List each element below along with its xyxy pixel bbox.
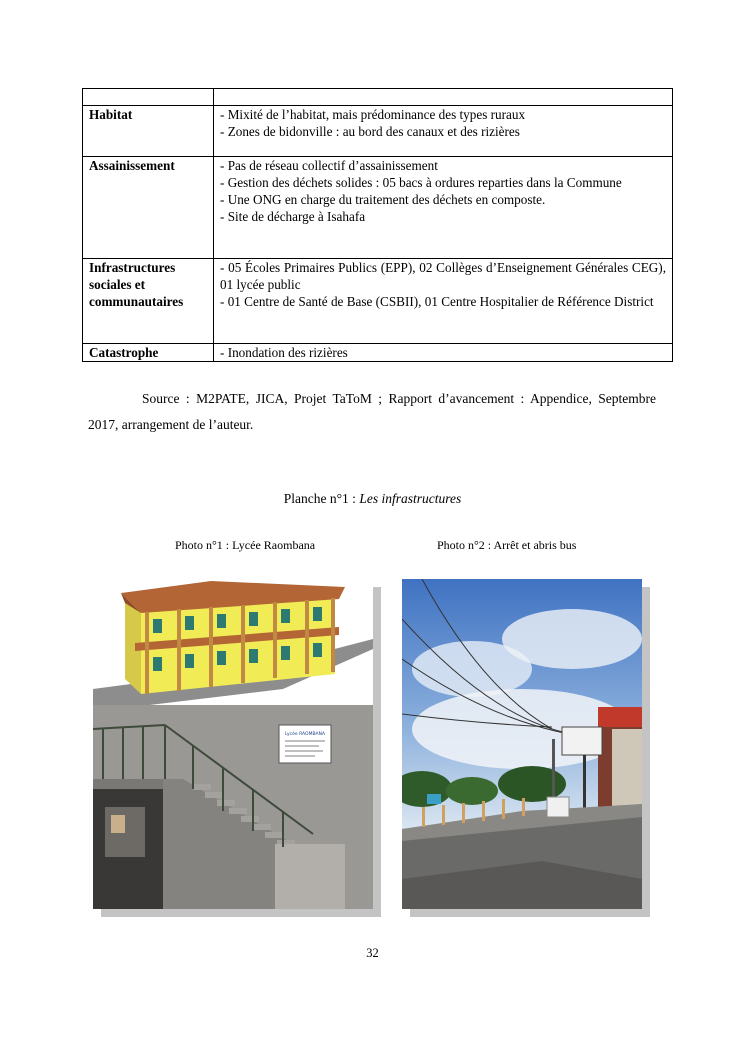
row-content-habitat xyxy=(214,106,673,157)
row-line: - 01 Centre de Santé de Base (CSBII), 01 Centre Hospitalier de Référence District xyxy=(220,294,654,309)
row-line: - Site de décharge à Isahafa xyxy=(220,209,366,224)
row-line: - Mixité de l’habitat, mais prédominance des types ruraux xyxy=(220,107,526,122)
row-content xyxy=(214,89,673,106)
row-header-catastrophe: Catastrophe xyxy=(83,344,214,362)
row-line: - Gestion des déchets solides : 05 bacs à ordures reparties dans la Commune xyxy=(220,175,622,190)
row-line: - Zones de bidonville : au bord des canaux et des rizières xyxy=(220,124,520,139)
photo2-bus-stop xyxy=(402,579,642,909)
sign-text: Lycée RAOMBANA xyxy=(284,732,326,737)
table-row xyxy=(83,106,673,157)
table-row xyxy=(83,157,673,259)
plate-title xyxy=(0,491,745,507)
row-header xyxy=(83,89,214,106)
plate-prefix: Planche n°1 : xyxy=(283,491,360,506)
row-line: - 05 Écoles Primaires Publics (EPP), 02 Collèges d’Enseignement Générales CEG), 01 lycée public xyxy=(220,260,666,292)
row-line: - Pas de réseau collectif d’assainissement xyxy=(220,158,438,173)
row-header-habitat: Habitat xyxy=(83,106,214,157)
row-content-infrastructures xyxy=(214,259,673,344)
row-header-infrastructures: Infrastructures sociales et communautaires xyxy=(83,259,214,344)
photo2-caption: Photo n°2 : Arrêt et abris bus xyxy=(437,538,577,552)
table-row xyxy=(83,259,673,344)
page-number: 32 xyxy=(366,946,379,960)
photo1-image xyxy=(93,579,373,909)
source-note: Source : M2PATE, JICA, Projet TaToM ; Rapport d’avancement : Appendice, Septembre 2017, arrangement de l’auteur. xyxy=(88,391,656,432)
photo1-caption: Photo n°1 : Lycée Raombana xyxy=(175,538,316,552)
row-content-catastrophe xyxy=(214,344,673,362)
photo1-lycee-raombana xyxy=(93,579,373,909)
row-header-assainissement: Assainissement xyxy=(83,157,214,259)
table-row xyxy=(83,89,673,106)
plate-title-text: Les infrastructures xyxy=(359,491,462,506)
photo2-image xyxy=(402,579,642,909)
row-content-assainissement xyxy=(214,157,673,259)
infrastructure-table xyxy=(82,88,673,362)
table-row xyxy=(83,344,673,362)
row-line: - Une ONG en charge du traitement des déchets en composte. xyxy=(220,192,546,207)
row-line: - Inondation des rizières xyxy=(220,345,348,360)
